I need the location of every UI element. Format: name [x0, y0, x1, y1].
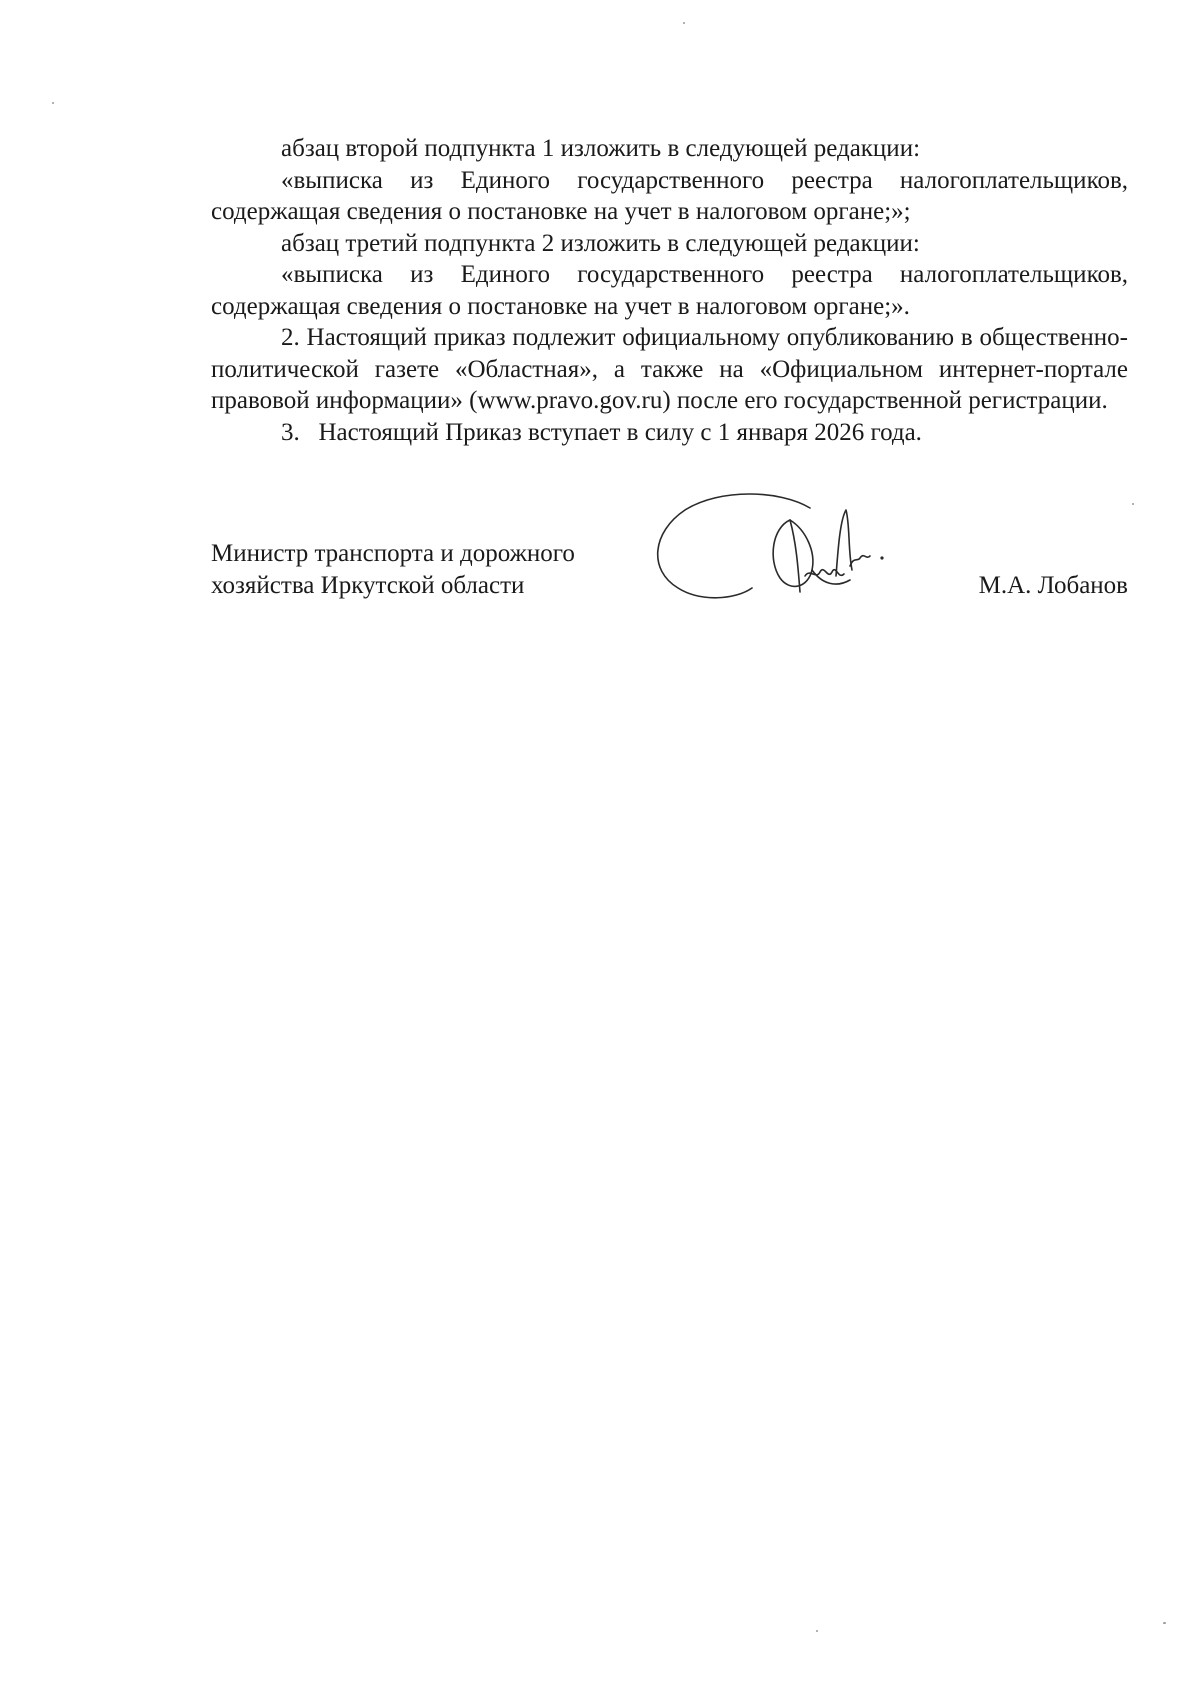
- scan-speck: [683, 22, 685, 24]
- signatory-title-line-1: Министр транспорта и дорожного: [211, 540, 575, 567]
- scan-speck: [52, 102, 54, 104]
- document-body: [211, 133, 1128, 448]
- paragraph-publication: 2. Настоящий приказ подлежит официальному опубликованию в общественно-политической газете «Областная», а также на «Официальном интернет-портале правовой информации» (www.pravo.gov.ru) после его государственной регистрации.: [211, 324, 1128, 414]
- scan-speck: [816, 1630, 818, 1632]
- handwritten-signature: [640, 480, 920, 610]
- signatory-title: [211, 538, 575, 601]
- signatory-name: М.А. Лобанов: [978, 571, 1128, 599]
- paragraph-effective-date: 3. Настоящий Приказ вступает в силу с 1 января 2026 года.: [281, 418, 922, 446]
- scan-speck: [1163, 1622, 1166, 1624]
- scan-speck: [1132, 503, 1134, 505]
- paragraph-quote-1: «выписка из Единого государственного реестра налогоплательщиков, содержащая сведения о постановке на учет в налоговом органе;»;: [211, 166, 1128, 225]
- paragraph-amend-subparagraph-2: абзац третий подпункта 2 изложить в следующей редакции:: [281, 229, 920, 257]
- paragraph-amend-subparagraph-1: абзац второй подпункта 1 изложить в следующей редакции:: [281, 135, 921, 162]
- paragraph-quote-2: «выписка из Единого государственного реестра налогоплательщиков, содержащая сведения о постановке на учет в налоговом органе;».: [211, 261, 1128, 320]
- signatory-title-line-2: хозяйства Иркутской области: [211, 571, 525, 599]
